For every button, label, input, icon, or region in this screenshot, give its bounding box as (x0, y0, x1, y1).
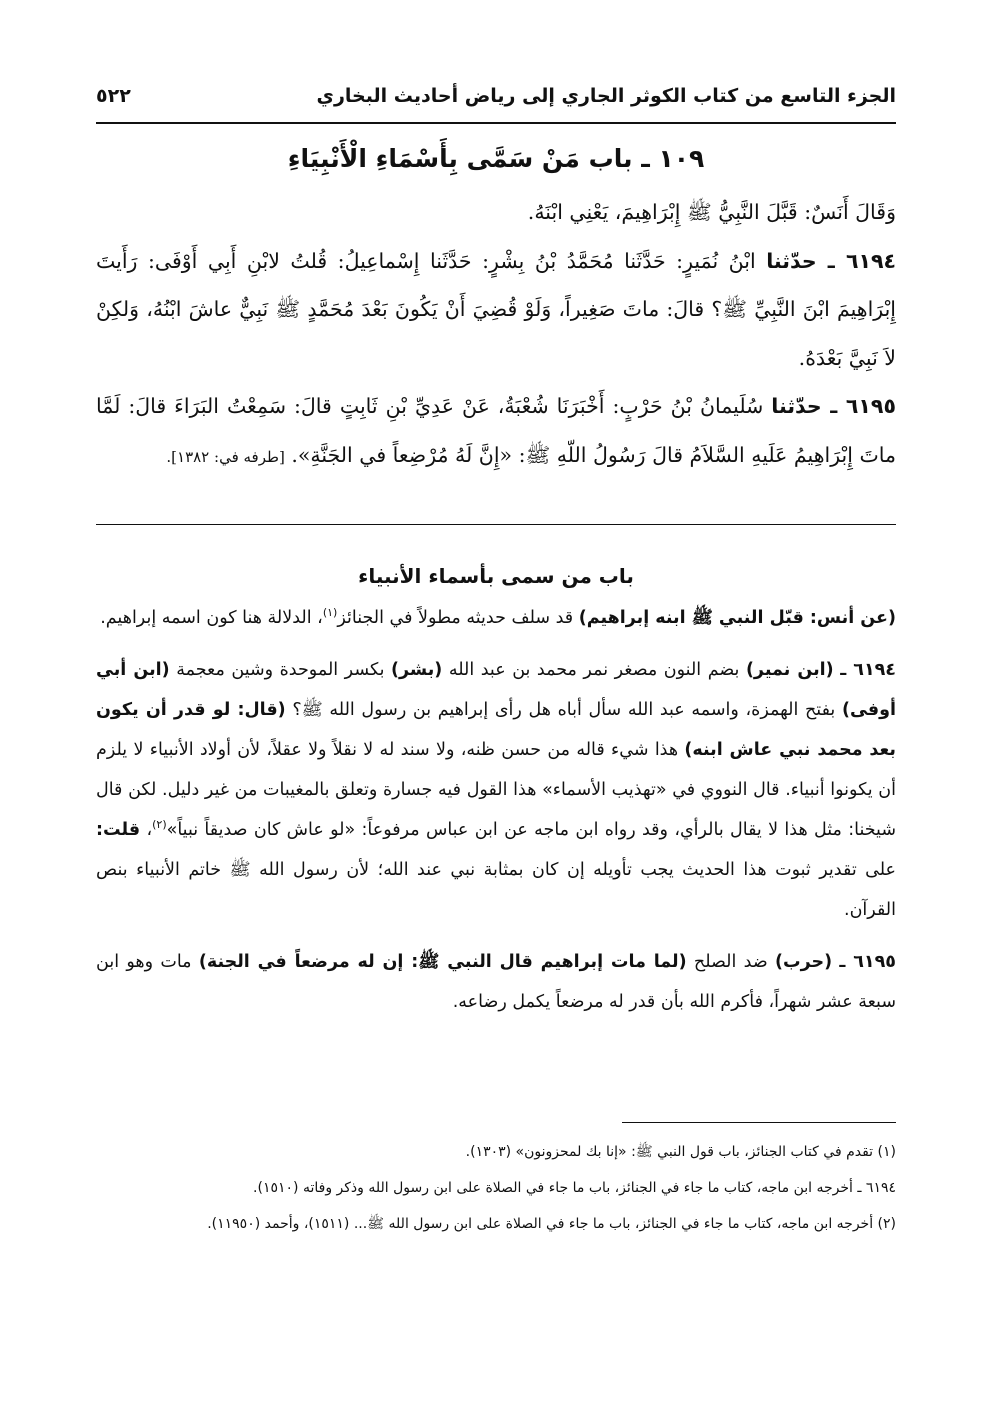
hadith-6194 (96, 237, 896, 383)
commentary-text: بكسر الموحدة وشين معجمة (176, 660, 385, 680)
quote-bold: (بشر) (391, 660, 443, 680)
commentary-text: ضد الصلح (693, 952, 768, 972)
quote-bold: (حرب) (775, 952, 833, 972)
commentary-paragraph-6195 (96, 942, 896, 1022)
hadith-intro (96, 188, 896, 237)
footnote-6194: ٦١٩٤ ـ أخرجه ابن ماجه، كتاب ما جاء في الجنائز، باب ما جاء في الصلاة على ابن رسول الله وذكر وفاته (١٥١٠). (253, 1180, 896, 1196)
hadith-6195 (96, 382, 896, 481)
commentary-text: هذا شيء قاله من حسن ظنه، ولا سند له لا نقلاً ولا عقلاً، لأن أولاد الأنبياء لا يلزم أن يكونوا أنبياء. قال النووي في «تهذيب الأسماء» هذا القول فيه جسارة وتعلق بالمغيبات من غير دليل. لكن قال شيخنا: مثل هذا لا يقال بالرأي، وقد رواه ابن ماجه عن ابن عباس مرفوعاً: «لو عاش كان صديقاً نبياً» (96, 740, 896, 840)
page-number: ٥٢٢ (96, 85, 131, 107)
commentary-text: بضم النون مصغر نمر محمد بن عبد الله (448, 660, 740, 680)
footnotes (96, 1136, 896, 1244)
commentary-text: ، الدلالة هنا كون اسمه إبراهيم. (100, 608, 323, 628)
header-rule (96, 122, 896, 124)
chapter-title: ١٠٩ ـ باب مَنْ سَمَّى بِأَسْمَاءِ الْأَنْبِيَاءِ (287, 144, 705, 173)
commentary (96, 598, 896, 1034)
running-header (96, 76, 896, 116)
commentary-text: بفتح الهمزة، واسمه عبد الله سأل أباه هل رأى إبراهيم بن رسول الله ﷺ؟ (292, 700, 836, 720)
hadith-intro-text: وَقَالَ أَنَسٌ: قَبَّلَ النَّبِيُّ ﷺ إِبْرَاهِيمَ، يَعْنِي ابْنَهُ. (527, 200, 896, 224)
quote-bold: (قال: لو قدر أن يكون بعد محمد نبي عاش ابنه) (96, 700, 896, 760)
commentary-text: ، (146, 820, 153, 840)
hadith-text (96, 188, 896, 481)
book-title: الجزء التاسع من كتاب الكوثر الجاري إلى رياض أحاديث البخاري (316, 85, 896, 107)
commentary-text: قد سلف حديثه مطولاً في الجنائز (337, 608, 574, 628)
quote-bold: (عن أنس: قبّل النبي ﷺ ابنه إبراهيم) (578, 608, 896, 628)
hadith-number: ٦١٩٥ ـ (839, 952, 896, 972)
qultu-bold: قلت: (96, 820, 141, 840)
hadith-6195-number: ٦١٩٥ ـ حدّثنا (771, 394, 896, 418)
commentary-text: على تقدير ثبوت هذا الحديث يجب تأويله إن كان بمثابة نبي عند الله؛ لأن رسول الله ﷺ خاتم الأنبياء بنص القرآن. (96, 860, 896, 920)
commentary-text: مات وهو ابن سبعة عشر شهراً، فأكرم الله بأن قدر له مرضعاً يكمل رضاعه. (96, 952, 896, 1012)
footnote-ref-2: (٢) (152, 818, 167, 832)
commentary-paragraph-1 (96, 598, 896, 638)
section-divider (96, 524, 896, 525)
footnote-2: (٢) أخرجه ابن ماجه، كتاب ما جاء في الجنائز، باب ما جاء في الصلاة على ابن رسول الله ﷺ... (١٥١١)، وأحمد (١١٩٥٠). (207, 1216, 896, 1232)
quote-bold: (ابن نمير) (745, 660, 834, 680)
commentary-paragraph-6194 (96, 650, 896, 930)
footnote-1: (١) تقدم في كتاب الجنائز، باب قول النبي ﷺ: «إنا بك لمحزونون» (١٣٠٣). (465, 1144, 896, 1160)
quote-bold: (ابن أبي أوفى) (96, 660, 896, 720)
commentary-title: باب من سمى بأسماء الأنبياء (358, 564, 634, 588)
hadith-6194-number: ٦١٩٤ ـ حدّثنا (766, 248, 896, 273)
footnote-ref-1: (١) (322, 606, 338, 620)
footnote-rule (622, 1122, 896, 1123)
hadith-6195-text: سُلَيمانُ بْنُ حَرْبٍ: أَخْبَرَنَا شُعْبَةُ، عَنْ عَدِيِّ بْنِ ثَابِتٍ قالَ: سَمِعْتُ البَرَاءَ قالَ: لَمَّا ماتَ إِبْرَاهِيمُ عَلَيهِ السَّلاَمُ قالَ رَسُولُ اللّهِ ﷺ: «إِنَّ لَهُ مُرْضِعاً في الجَنَّةِ». (96, 394, 896, 467)
hadith-6195-reference: [طرفه في: ١٣٨٢]. (166, 447, 285, 466)
hadith-6194-text: ابْنُ نُمَيرٍ: حَدَّثَنا مُحَمَّدُ بْنُ بِشْرٍ: حَدَّثَنا إِسْماعِيلُ: قُلتُ لابْنِ أَبِي أَوْفَى: رَأَيتَ إِبْرَاهِيمَ ابْنَ النَّبِيِّ ﷺ؟ قالَ: ماتَ صَغِيراً، وَلَوْ قُضِيَ أَنْ يَكُونَ بَعْدَ مُحَمَّدٍ ﷺ نَبِيٌّ عاشَ ابْنُهُ، وَلكِنْ لاَ نَبِيَّ بَعْدَهُ. (96, 248, 896, 370)
quote-bold: (لما مات إبراهيم قال النبي ﷺ: إن له مرضعاً في الجنة) (198, 952, 687, 972)
hadith-number: ٦١٩٤ ـ (840, 660, 896, 680)
